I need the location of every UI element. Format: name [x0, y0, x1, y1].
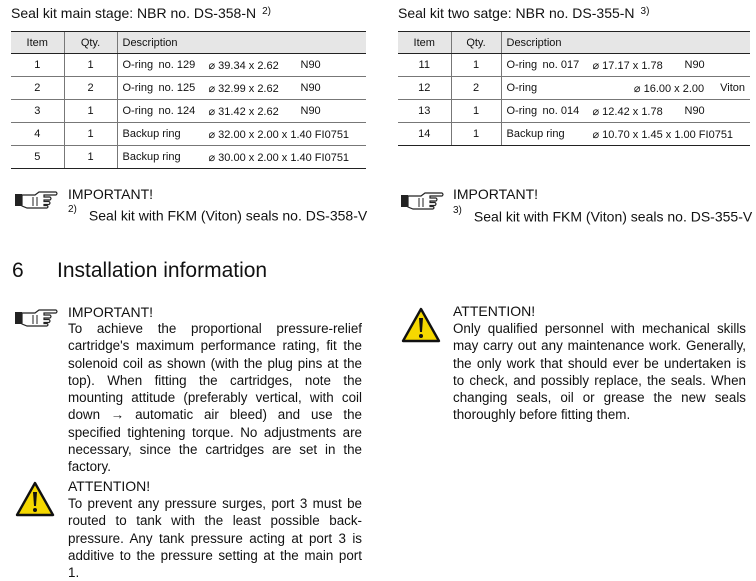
seal-type: O-ring [122, 105, 154, 117]
qty-cell: 2 [451, 77, 501, 100]
seal-type: O-ring [506, 59, 538, 71]
left-kit-title [11, 5, 271, 21]
description-cell [117, 100, 366, 123]
table-row [11, 77, 366, 100]
right-seal-table [398, 31, 750, 146]
left-kit-title-text: Seal kit main stage: NBR no. DS-358-N [11, 5, 257, 21]
table-row [11, 123, 366, 146]
seal-dimensions: ⌀ 17.17 x 1.78 [592, 59, 663, 72]
description-cell [117, 54, 366, 77]
seal-dimensions: ⌀ 32.00 x 2.00 x 1.40 FI0751 [208, 128, 350, 141]
description-cell [117, 146, 366, 169]
right-kit-note [453, 205, 753, 225]
description-cell [117, 77, 366, 100]
right-note-text: Seal kit with FKM (Viton) seals no. DS-355-V [473, 208, 753, 225]
seal-dimensions: ⌀ 31.42 x 2.62 [208, 105, 279, 118]
qty-cell: 1 [64, 146, 117, 169]
left-seal-table [11, 31, 366, 169]
item-cell: 13 [398, 100, 451, 123]
seal-type: O-ring [506, 82, 538, 94]
seal-type: O-ring [122, 59, 154, 71]
pointing-hand-icon [15, 309, 59, 327]
qty-cell: 1 [64, 54, 117, 77]
table-row [398, 77, 750, 100]
qty-cell: 1 [451, 100, 501, 123]
warning-triangle-icon [15, 481, 55, 517]
seal-type: O-ring [122, 82, 154, 94]
seal-type: Backup ring [122, 151, 181, 163]
left-kit-note [68, 204, 368, 224]
seal-part-number: no. 014 [542, 105, 580, 117]
item-cell: 11 [398, 54, 451, 77]
section-title: Installation information [57, 259, 268, 282]
item-cell: 4 [11, 123, 64, 146]
table-row [398, 54, 750, 77]
seal-dimensions: ⌀ 12.42 x 1.78 [592, 105, 663, 118]
table-row [11, 100, 366, 123]
header-description: Description [117, 32, 366, 54]
header-description: Description [501, 32, 750, 54]
item-cell: 12 [398, 77, 451, 100]
seal-dimensions: ⌀ 39.34 x 2.62 [208, 59, 279, 72]
seal-dimensions: ⌀ 16.00 x 2.00 [633, 82, 705, 95]
left-note-mark: 2) [68, 204, 77, 215]
personnel-attention-text: Only qualified personnel with mechanical skills may carry out any maintenance work. Generally, the only work that should ever be undertaken is to check, and possibly replace, the seals. When changing seals, oil or grease the new seals thoroughly before fitting them. [453, 321, 746, 423]
description-cell [501, 123, 750, 146]
right-note-mark: 3) [453, 205, 462, 216]
seal-material: N90 [300, 82, 321, 94]
left-kit-footnote: 2) [262, 6, 272, 17]
install-important-text: To achieve the proportional pressure-relief cartridge's maximum performance rating, fit the solenoid coil as shown (with the plug pins at the top). When fitting the cartridges, note the mounting attitude (preferably vertical, with coil down → automatic air bleed) and use the specified tightening torque. No adjustments are necessary, since the cartridges are set in the factory. [68, 321, 362, 475]
description-cell [501, 100, 750, 123]
header-qty: Qty. [451, 32, 501, 54]
pointing-hand-icon [401, 192, 445, 210]
seal-material: N90 [684, 105, 705, 117]
right-kit-title-text: Seal kit two satge: NBR no. DS-355-N [398, 5, 635, 21]
seal-material: N90 [300, 105, 321, 117]
item-cell: 3 [11, 100, 64, 123]
table-header-row [398, 32, 750, 54]
warning-triangle-icon [401, 307, 441, 343]
surges-attention-label: ATTENTION! [68, 478, 151, 494]
table-row [398, 100, 750, 123]
table-row [11, 146, 366, 169]
seal-dimensions: ⌀ 30.00 x 2.00 x 1.40 FI0751 [208, 151, 350, 164]
item-cell: 5 [11, 146, 64, 169]
seal-part-number: no. 124 [158, 105, 196, 117]
seal-type: Backup ring [506, 128, 565, 140]
left-important-label: IMPORTANT! [68, 186, 154, 202]
description-cell [117, 123, 366, 146]
qty-cell: 2 [64, 77, 117, 100]
header-item: Item [11, 32, 64, 54]
surges-attention-text: To prevent any pressure surges, port 3 must be routed to tank with the least possible back-pressure. Any tank pressure acting at port 3 is additive to the pressure setting at the main port 1. [68, 496, 362, 581]
item-cell: 2 [11, 77, 64, 100]
section-number: 6 [12, 259, 24, 282]
left-note-text: Seal kit with FKM (Viton) seals no. DS-358-V [88, 207, 368, 224]
seal-part-number: no. 017 [542, 59, 580, 71]
seal-dimensions: ⌀ 32.99 x 2.62 [208, 82, 279, 95]
header-qty: Qty. [64, 32, 117, 54]
right-kit-footnote: 3) [640, 6, 650, 17]
seal-part-number: no. 129 [158, 59, 196, 71]
seal-type: Backup ring [122, 128, 181, 140]
item-cell: 1 [11, 54, 64, 77]
qty-cell: 1 [64, 100, 117, 123]
table-row [398, 123, 750, 146]
seal-part-number: no. 125 [158, 82, 196, 94]
personnel-attention-label: ATTENTION! [453, 303, 536, 319]
install-important-label: IMPORTANT! [68, 304, 154, 320]
seal-material: N90 [300, 59, 321, 71]
description-cell [501, 54, 750, 77]
right-important-label: IMPORTANT! [453, 186, 539, 202]
table-row [11, 54, 366, 77]
header-item: Item [398, 32, 451, 54]
seal-material: N90 [684, 59, 705, 71]
seal-type: O-ring [506, 105, 538, 117]
seal-material: Viton [720, 82, 745, 94]
table-header-row [11, 32, 366, 54]
qty-cell: 1 [64, 123, 117, 146]
seal-dimensions: ⌀ 10.70 x 1.45 x 1.00 FI0751 [592, 128, 734, 141]
item-cell: 14 [398, 123, 451, 146]
description-cell [501, 77, 750, 100]
right-kit-title [398, 5, 649, 21]
qty-cell: 1 [451, 54, 501, 77]
pointing-hand-icon [15, 191, 59, 209]
qty-cell: 1 [451, 123, 501, 146]
